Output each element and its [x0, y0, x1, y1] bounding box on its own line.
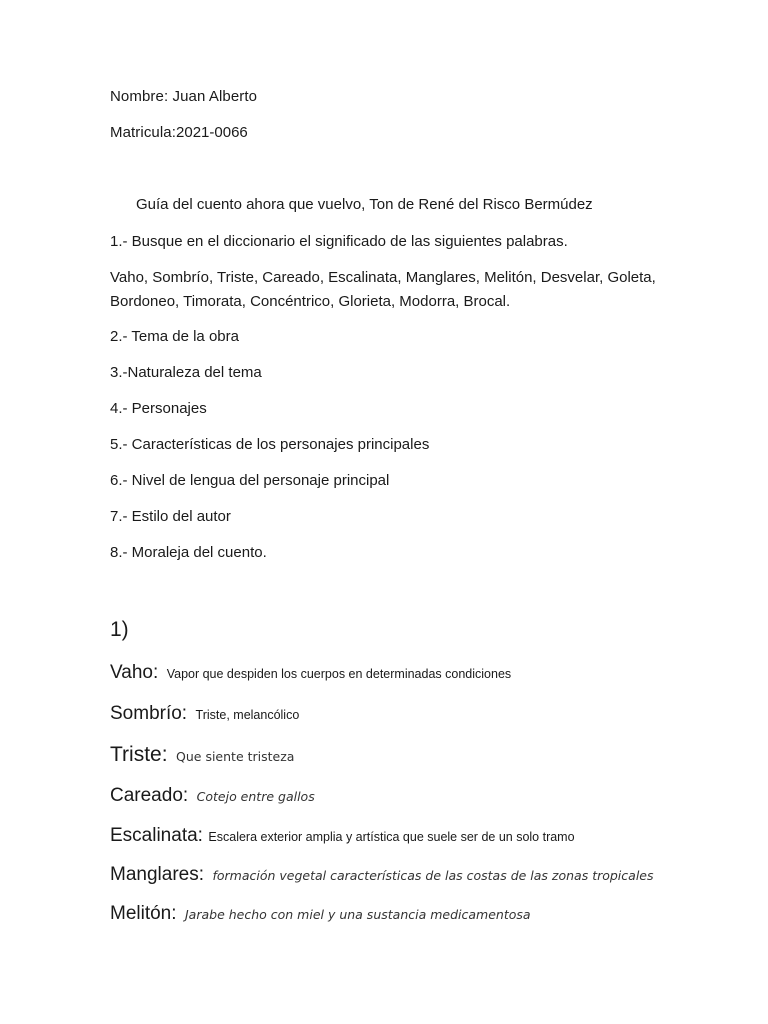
term-label: Sombrío:	[110, 703, 188, 724]
term-label: Manglares:	[110, 864, 204, 885]
definition-row	[110, 864, 654, 887]
question-8: 8.- Moraleja del cuento.	[110, 544, 267, 561]
question-4: 4.- Personajes	[110, 400, 207, 417]
question-7: 7.- Estilo del autor	[110, 508, 231, 525]
student-name: Nombre: Juan Alberto	[110, 88, 258, 105]
definition-row	[110, 785, 315, 808]
term-label: Melitón:	[110, 903, 177, 924]
term-label: Escalinata:	[110, 825, 203, 846]
term-label: Vaho:	[110, 662, 159, 683]
term-definition: Jarabe hecho con miel y una sustancia medicamentosa	[184, 907, 531, 922]
definition-row	[110, 744, 294, 768]
word-list: Vaho, Sombrío, Triste, Careado, Escalinata, Manglares, Melitón, Desvelar, Goleta, Bordoneo, Timorata, Concéntrico, Glorieta, Modorra, Brocal.	[110, 269, 656, 310]
definition-row	[110, 662, 511, 685]
student-matricula	[110, 124, 248, 142]
question-6: 6.- Nivel de lengua del personaje principal	[110, 472, 390, 489]
term-definition: Vapor que despiden los cuerpos en determinadas condiciones	[166, 667, 512, 681]
term-definition: Que siente tristeza	[176, 749, 295, 764]
question-1: 1.- Busque en el diccionario el significado de las siguientes palabras.	[110, 233, 568, 250]
matricula-label: Matricula:	[110, 124, 177, 141]
term-definition: formación vegetal características de las costas de las zonas tropicales	[212, 868, 654, 883]
term-label: Careado:	[110, 785, 189, 806]
question-2: 2.- Tema de la obra	[110, 328, 239, 345]
term-definition: Cotejo entre gallos	[196, 789, 315, 804]
term-definition: Triste, melancólico	[195, 708, 300, 722]
definition-row	[110, 703, 299, 726]
guide-title: Guía del cuento ahora que vuelvo, Ton de René del Risco Bermúdez	[136, 196, 593, 213]
term-definition: Escalera exterior amplia y artística que suele ser de un solo tramo	[208, 830, 575, 844]
term-label: Triste:	[110, 743, 168, 766]
question-5: 5.- Características de los personajes principales	[110, 436, 430, 453]
question-3: 3.-Naturaleza del tema	[110, 364, 262, 381]
definition-row	[110, 903, 531, 926]
matricula-value: 2021-0066	[176, 124, 248, 141]
answers-heading: 1)	[110, 618, 129, 641]
definition-row	[110, 825, 575, 848]
